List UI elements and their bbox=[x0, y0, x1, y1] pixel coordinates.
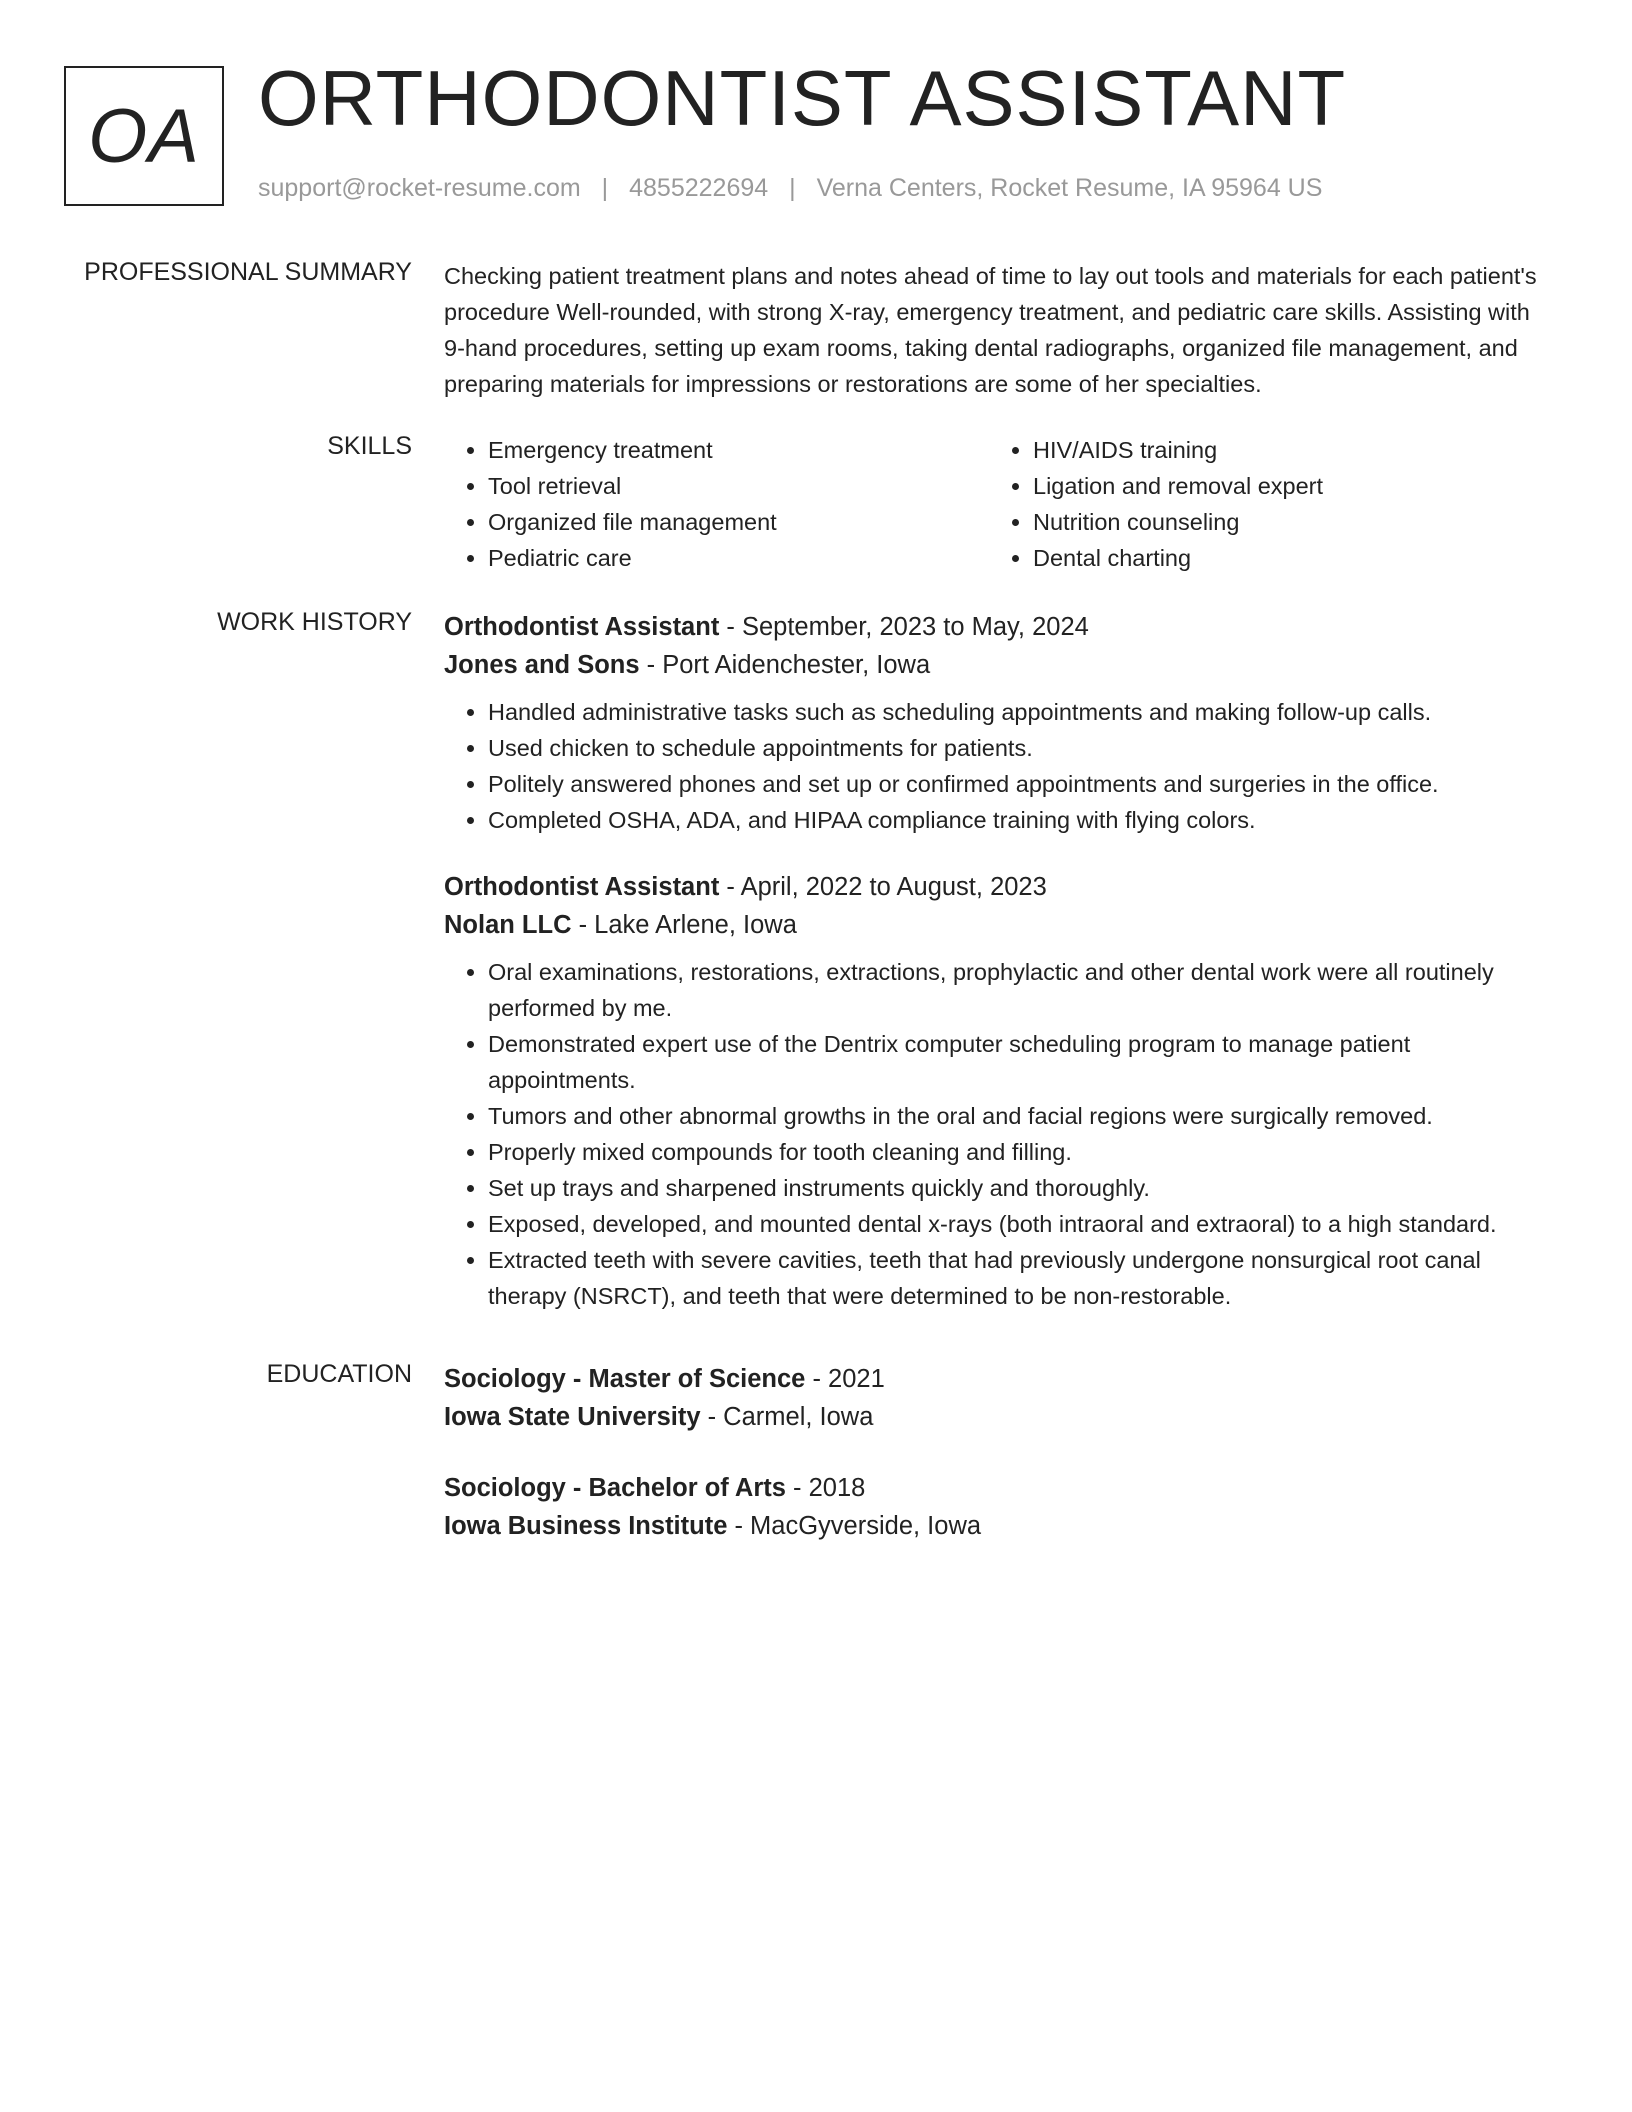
skill-item: • Emergency treatment bbox=[488, 432, 989, 468]
skills-heading: SKILLS bbox=[327, 432, 412, 460]
job-bullet: • Exposed, developed, and mounted dental x-rays (both intraoral and extraoral) to a high standard. bbox=[488, 1206, 1554, 1242]
job-dates: - September, 2023 to May, 2024 bbox=[719, 613, 1089, 641]
work-history-heading: WORK HISTORY bbox=[217, 608, 412, 636]
skill-item: • Nutrition counseling bbox=[1033, 504, 1534, 540]
skill-item: • Ligation and removal expert bbox=[1033, 468, 1534, 504]
skill-item: • Organized file management bbox=[488, 504, 989, 540]
skill-item: • Tool retrieval bbox=[488, 468, 989, 504]
education-year: - 2018 bbox=[785, 1474, 866, 1502]
job-bullet-list bbox=[444, 954, 1554, 1314]
contact-line bbox=[258, 174, 1322, 203]
education-degree-line bbox=[444, 1360, 1554, 1398]
summary-body bbox=[444, 258, 1554, 402]
job-company-line bbox=[444, 646, 1554, 684]
job-bullet: • Demonstrated expert use of the Dentrix computer scheduling program to manage patient appointments. bbox=[488, 1026, 1554, 1098]
education-degree: Sociology - Bachelor of Arts bbox=[444, 1474, 786, 1502]
contact-separator: | bbox=[789, 174, 796, 202]
education-heading: EDUCATION bbox=[266, 1360, 412, 1388]
job-company: Jones and Sons bbox=[444, 651, 640, 679]
job-location: - Lake Arlene, Iowa bbox=[571, 911, 797, 939]
job-title: Orthodontist Assistant bbox=[444, 613, 720, 641]
contact-phone: 4855222694 bbox=[629, 174, 769, 202]
work-history-body bbox=[444, 608, 1554, 1314]
skill-item: • Pediatric care bbox=[488, 540, 989, 576]
job-bullet: • Oral examinations, restorations, extractions, prophylactic and other dental work were all routinely performed by me. bbox=[488, 954, 1554, 1026]
education-school-line bbox=[444, 1398, 1554, 1436]
job-company: Nolan LLC bbox=[444, 911, 572, 939]
skills-list-left bbox=[444, 432, 989, 576]
job-bullet: • Used chicken to schedule appointments for patients. bbox=[488, 730, 1554, 766]
education-school: Iowa State University bbox=[444, 1403, 701, 1431]
job-bullet: • Extracted teeth with severe cavities, teeth that had previously undergone nonsurgical root canal therapy (NSRCT), and teeth that were determined to be non-restorable. bbox=[488, 1242, 1554, 1314]
skills-list-right bbox=[989, 432, 1534, 576]
monogram-badge bbox=[64, 66, 224, 206]
contact-separator: | bbox=[601, 174, 609, 202]
job-bullet: • Handled administrative tasks such as scheduling appointments and making follow-up calls. bbox=[488, 694, 1554, 730]
candidate-name: ORTHODONTIST ASSISTANT bbox=[258, 54, 1347, 142]
job-location: - Port Aidenchester, Iowa bbox=[639, 651, 931, 679]
contact-email: support@rocket-resume.com bbox=[258, 174, 581, 202]
education-location: - Carmel, Iowa bbox=[700, 1403, 874, 1431]
job-bullet: • Tumors and other abnormal growths in the oral and facial regions were surgically removed. bbox=[488, 1098, 1554, 1134]
education-location: - MacGyverside, Iowa bbox=[727, 1512, 982, 1540]
job-bullet: • Set up trays and sharpened instruments quickly and thoroughly. bbox=[488, 1170, 1554, 1206]
job-bullet: • Properly mixed compounds for tooth cleaning and filling. bbox=[488, 1134, 1554, 1170]
education-year: - 2021 bbox=[805, 1365, 885, 1393]
education-school-line bbox=[444, 1507, 1554, 1545]
education-degree-line bbox=[444, 1469, 1554, 1507]
job-bullet: • Politely answered phones and set up or confirmed appointments and surgeries in the office. bbox=[488, 766, 1554, 802]
job-company-line bbox=[444, 906, 1554, 944]
monogram-initials: OA bbox=[88, 93, 200, 179]
skills-body bbox=[444, 432, 1554, 576]
job-bullet: • Completed OSHA, ADA, and HIPAA compliance training with flying colors. bbox=[488, 802, 1554, 838]
job-dates: - April, 2022 to August, 2023 bbox=[719, 873, 1047, 901]
education-entry bbox=[444, 1360, 1554, 1436]
skill-item: • HIV/AIDS training bbox=[1033, 432, 1534, 468]
job-title-line bbox=[444, 868, 1554, 906]
job-entry bbox=[444, 608, 1554, 838]
job-title-line bbox=[444, 608, 1554, 646]
education-school: Iowa Business Institute bbox=[444, 1512, 728, 1540]
contact-address: Verna Centers, Rocket Resume, IA 95964 US bbox=[816, 174, 1323, 202]
summary-heading: PROFESSIONAL SUMMARY bbox=[84, 258, 412, 286]
education-body bbox=[444, 1360, 1554, 1545]
job-entry bbox=[444, 868, 1554, 1314]
education-degree: Sociology - Master of Science bbox=[444, 1365, 806, 1393]
skill-item: • Dental charting bbox=[1033, 540, 1534, 576]
job-title: Orthodontist Assistant bbox=[444, 873, 720, 901]
job-bullet-list bbox=[444, 694, 1554, 838]
education-entry bbox=[444, 1469, 1554, 1545]
summary-text: Checking patient treatment plans and notes ahead of time to lay out tools and materials for each patient's procedure Well-rounded, with strong X-ray, emergency treatment, and pediatric care skills. Assisting with 9-hand procedures, setting up exam rooms, taking dental radiographs, organized file management, and preparing materials for impressions or restorations are some of her specialties. bbox=[444, 263, 1537, 397]
